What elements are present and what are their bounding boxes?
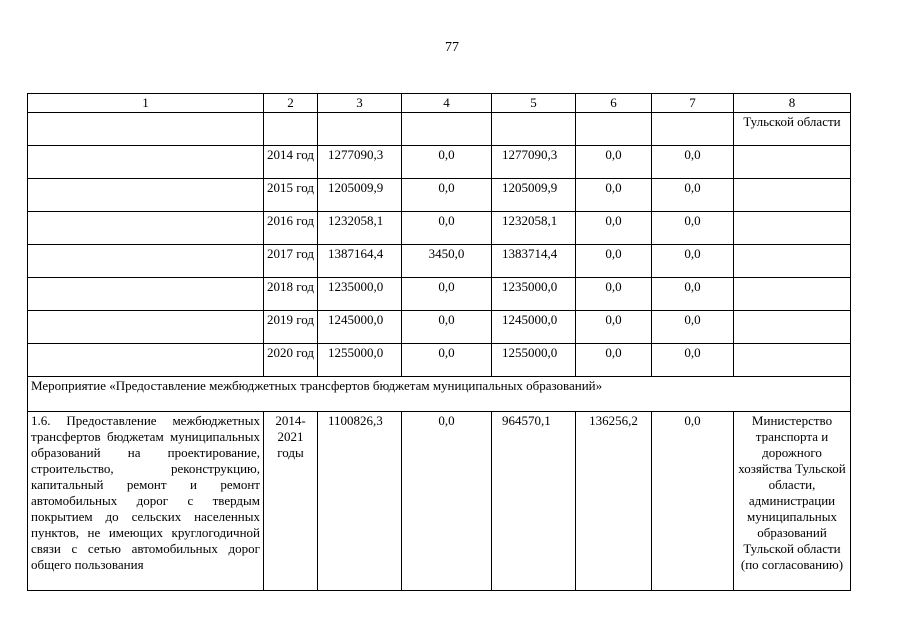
empty-cell [28, 179, 264, 212]
year-rows [28, 146, 851, 377]
col-4-cell: 0,0 [402, 344, 492, 377]
col-4-cell: 0,0 [402, 278, 492, 311]
item-col-4: 0,0 [402, 412, 492, 591]
empty-cell [734, 344, 851, 377]
empty-cell [28, 344, 264, 377]
item-responsible: Министерство транспорта и дорожного хозяйства Тульской области, администрации муниципальных образований Тульской области (по согласованию) [734, 412, 851, 591]
empty-cell [734, 179, 851, 212]
col-3-cell: 1232058,1 [318, 212, 402, 245]
empty-cell [734, 212, 851, 245]
empty-cell [28, 146, 264, 179]
budget-table [27, 93, 851, 591]
year-cell: 2020 год [264, 344, 318, 377]
col-6-cell: 0,0 [576, 245, 652, 278]
empty-cell [734, 245, 851, 278]
col-5-cell: 1383714,4 [492, 245, 576, 278]
year-cell: 2016 год [264, 212, 318, 245]
col-3-cell: 1277090,3 [318, 146, 402, 179]
col-4-cell: 0,0 [402, 212, 492, 245]
table-row [28, 146, 851, 179]
col-3-cell: 1205009,9 [318, 179, 402, 212]
col-7-cell: 0,0 [652, 245, 734, 278]
col-7-cell: 0,0 [652, 344, 734, 377]
col-3-cell: 1255000,0 [318, 344, 402, 377]
item-years: 2014-2021 годы [264, 412, 318, 591]
table-row [28, 245, 851, 278]
empty-cell [28, 245, 264, 278]
empty-cell [734, 278, 851, 311]
table-row [28, 278, 851, 311]
table-row [28, 212, 851, 245]
header-col-3: 3 [318, 94, 402, 113]
year-cell: 2019 год [264, 311, 318, 344]
col-6-cell: 0,0 [576, 179, 652, 212]
year-cell: 2015 год [264, 179, 318, 212]
header-col-4: 4 [402, 94, 492, 113]
col-7-cell: 0,0 [652, 278, 734, 311]
header-col-8: 8 [734, 94, 851, 113]
col-7-cell: 0,0 [652, 212, 734, 245]
col-7-cell: 0,0 [652, 146, 734, 179]
item-col-5: 964570,1 [492, 412, 576, 591]
col-7-cell: 0,0 [652, 179, 734, 212]
col-5-cell: 1232058,1 [492, 212, 576, 245]
empty-cell [28, 311, 264, 344]
col-5-cell: 1205009,9 [492, 179, 576, 212]
empty-cell [28, 212, 264, 245]
item-col-3: 1100826,3 [318, 412, 402, 591]
table-row [28, 179, 851, 212]
table-row [28, 311, 851, 344]
event-title: Мероприятие «Предоставление межбюджетных трансфертов бюджетам муниципальных образований» [28, 377, 851, 412]
empty-cell [734, 311, 851, 344]
col-7-cell: 0,0 [652, 311, 734, 344]
page-number: 77 [445, 40, 459, 55]
item-col-7: 0,0 [652, 412, 734, 591]
col-6-cell: 0,0 [576, 212, 652, 245]
col-4-cell: 3450,0 [402, 245, 492, 278]
empty-cell [28, 278, 264, 311]
header-col-6: 6 [576, 94, 652, 113]
col-5-cell: 1245000,0 [492, 311, 576, 344]
responsible-continuation: Тульской области [734, 113, 851, 146]
header-col-5: 5 [492, 94, 576, 113]
item-description: 1.6. Предоставление межбюджетных трансфертов бюджетам муниципальных образований на проектирование, строительство, реконструкцию, капитальный ремонт и ремонт автомобильных дорог с твердым покрытием до сельских населенных пунктов, не имеющих круглогодичной связи с сетью автомобильных дорог общего пользования [28, 412, 264, 591]
col-6-cell: 0,0 [576, 311, 652, 344]
col-5-cell: 1255000,0 [492, 344, 576, 377]
col-5-cell: 1235000,0 [492, 278, 576, 311]
item-col-6: 136256,2 [576, 412, 652, 591]
empty-cell [734, 146, 851, 179]
col-6-cell: 0,0 [576, 278, 652, 311]
col-3-cell: 1387164,4 [318, 245, 402, 278]
year-cell: 2018 год [264, 278, 318, 311]
header-row [28, 94, 851, 113]
item-row [28, 412, 851, 591]
col-3-cell: 1245000,0 [318, 311, 402, 344]
col-4-cell: 0,0 [402, 146, 492, 179]
col-6-cell: 0,0 [576, 344, 652, 377]
col-4-cell: 0,0 [402, 179, 492, 212]
header-col-2: 2 [264, 94, 318, 113]
table-row [28, 344, 851, 377]
year-cell: 2014 год [264, 146, 318, 179]
col-6-cell: 0,0 [576, 146, 652, 179]
col-5-cell: 1277090,3 [492, 146, 576, 179]
col-3-cell: 1235000,0 [318, 278, 402, 311]
continuation-row [28, 113, 851, 146]
header-col-1: 1 [28, 94, 264, 113]
year-cell: 2017 год [264, 245, 318, 278]
col-4-cell: 0,0 [402, 311, 492, 344]
header-col-7: 7 [652, 94, 734, 113]
event-row [28, 377, 851, 412]
